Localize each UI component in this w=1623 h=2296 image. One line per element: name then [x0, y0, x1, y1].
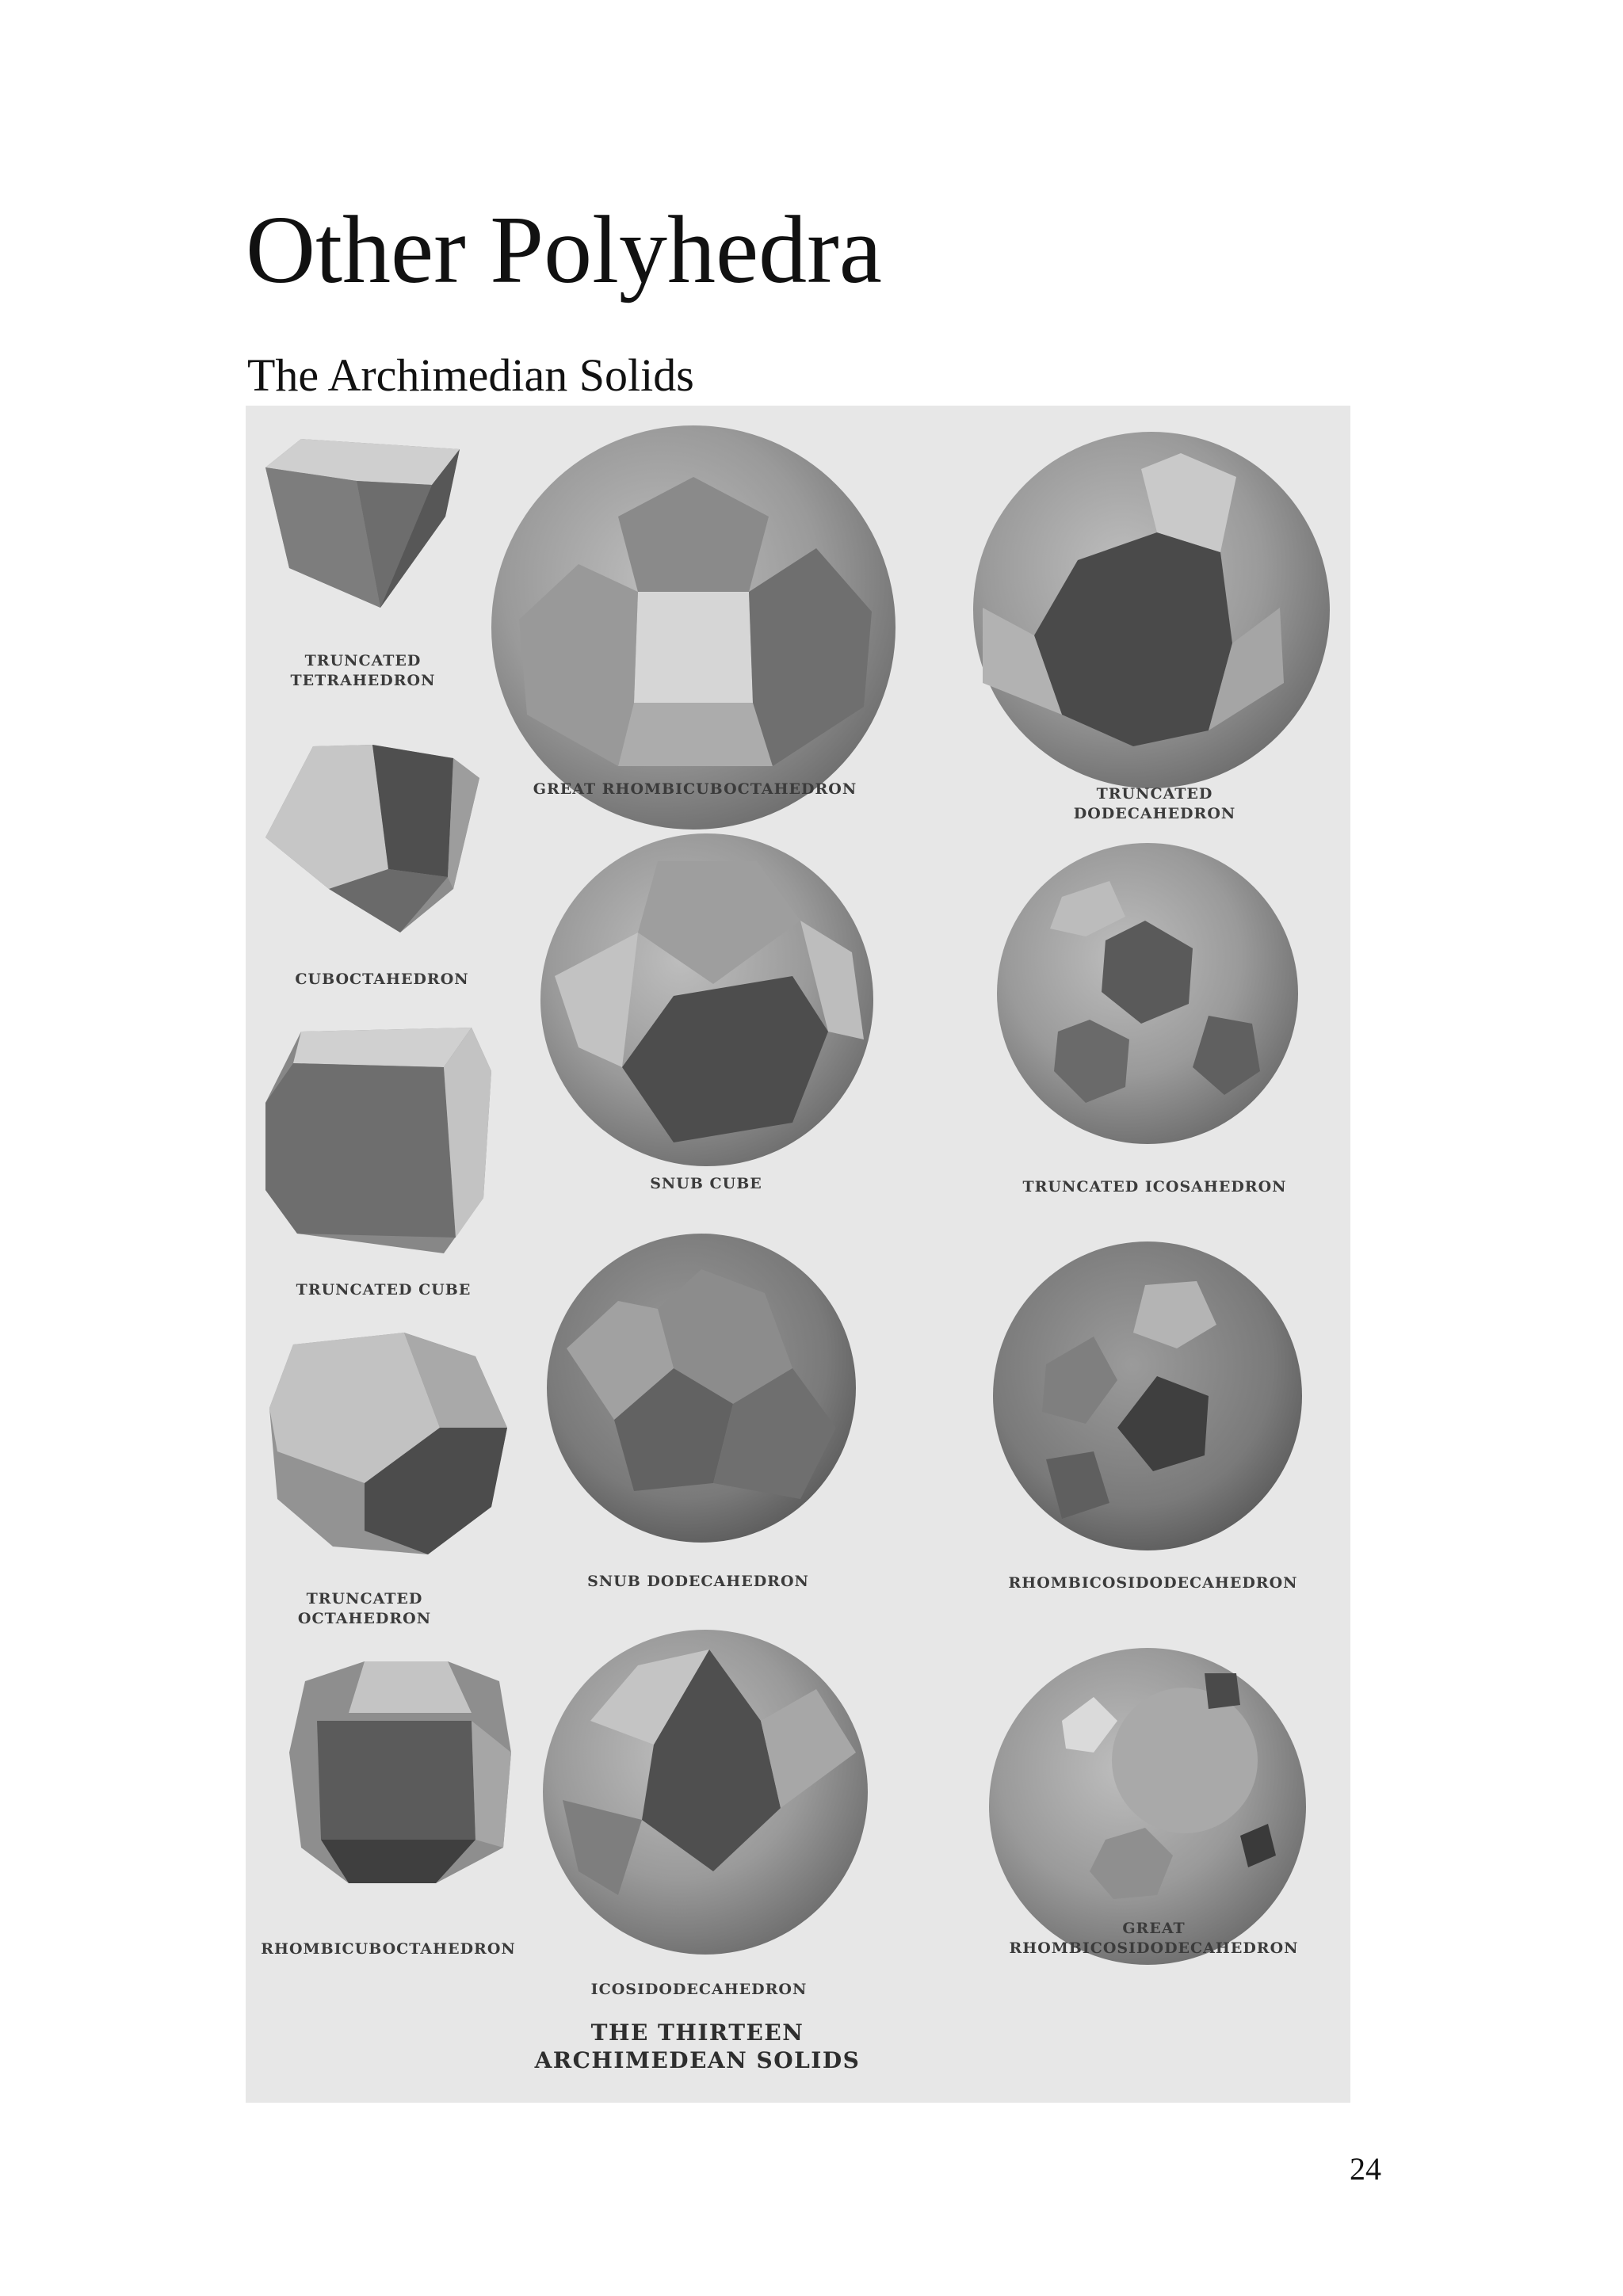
label-snub-dodecahedron: SNUB DODECAHEDRON: [587, 1573, 809, 1590]
label-line: TRUNCATED: [1096, 785, 1213, 803]
label-snub-cube: SNUB CUBE: [650, 1175, 762, 1192]
label-rhombicuboctahedron: RHOMBICUBOCTAHEDRON: [261, 1940, 516, 1958]
caption-line: ARCHIMEDEAN SOLIDS: [534, 2047, 861, 2073]
label-truncated-dodecahedron: [1074, 784, 1235, 823]
rhombicuboctahedron-model: [289, 1661, 511, 1883]
great-rhombicosidodecahedron-model: [989, 1648, 1306, 1965]
page-title: Other Polyhedra: [246, 196, 882, 303]
truncated-icosahedron-model: [997, 843, 1298, 1144]
label-truncated-icosahedron: TRUNCATED ICOSAHEDRON: [1022, 1178, 1287, 1196]
plate-caption: [535, 2019, 861, 2074]
truncated-octahedron-model: [269, 1333, 507, 1554]
label-cuboctahedron: CUBOCTAHEDRON: [295, 971, 469, 988]
page-number: 24: [1350, 2151, 1381, 2187]
label-truncated-tetrahedron: [291, 651, 436, 690]
label-icosidodecahedron: ICOSIDODECAHEDRON: [590, 1981, 808, 1998]
label-line: TRUNCATED: [304, 652, 422, 669]
icosidodecahedron-model: [543, 1630, 868, 1955]
label-line: GREAT: [1122, 1920, 1186, 1937]
label-line: DODECAHEDRON: [1073, 804, 1236, 822]
label-truncated-octahedron: [298, 1589, 431, 1628]
label-rhombicosidodecahedron: RHOMBICOSIDODECAHEDRON: [1008, 1574, 1298, 1592]
label-truncated-cube: TRUNCATED CUBE: [296, 1281, 472, 1299]
snub-dodecahedron-model: [547, 1234, 856, 1543]
rhombicosidodecahedron-model: [993, 1241, 1302, 1550]
label-great-rhombicosidodecahedron: [1009, 1919, 1298, 1958]
label-line: TETRAHEDRON: [290, 671, 436, 689]
cuboctahedron-model: [265, 745, 479, 933]
truncated-cube-model: [265, 1028, 491, 1253]
truncated-tetrahedron-model: [265, 439, 460, 608]
label-great-rhombicuboctahedron: GREAT RHOMBICUBOCTAHEDRON: [533, 780, 857, 798]
great-rhombicuboctahedron-model: [491, 425, 896, 830]
label-line: RHOMBICOSIDODECAHEDRON: [1009, 1939, 1299, 1957]
truncated-dodecahedron-model: [973, 432, 1330, 788]
page-subtitle: The Archimedian Solids: [247, 349, 694, 401]
label-line: OCTAHEDRON: [297, 1609, 432, 1627]
caption-line: THE THIRTEEN: [590, 2019, 804, 2046]
archimedean-solids-plate: [246, 406, 1350, 2103]
snub-cube-model: [540, 833, 873, 1166]
label-line: TRUNCATED: [306, 1590, 423, 1608]
